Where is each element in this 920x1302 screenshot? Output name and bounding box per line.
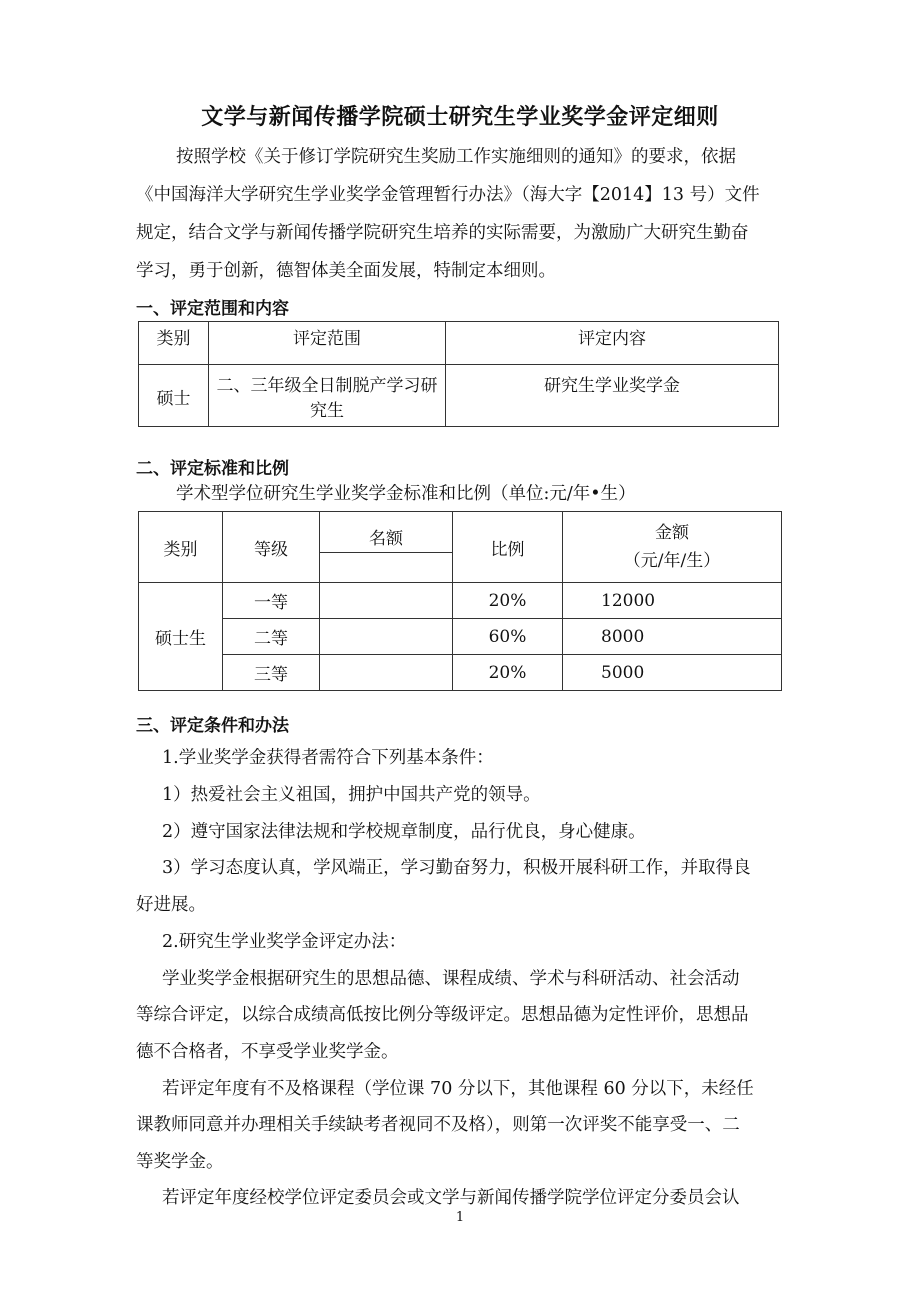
table-row	[139, 655, 782, 691]
table-caption: 学术型学位研究生学业奖学金标准和比例（单位:元/年•生）	[176, 484, 636, 504]
quota-cell	[320, 655, 453, 691]
intro-line: 按照学校《关于修订学院研究生奖励工作实施细则的通知》的要求，依据	[176, 147, 736, 167]
level-cell: 二等	[223, 619, 320, 655]
method-line: 课教师同意并办理相关手续缺考者视同不及格），则第一次评奖不能享受一、二	[136, 1115, 740, 1135]
condition-line: 2）遵守国家法律法规和学校规章制度，品行优良，身心健康。	[162, 822, 646, 842]
method-line: 等综合评定，以综合成绩高低按比例分等级评定。思想品德为定性评价，思想品	[136, 1005, 749, 1025]
header-cell: 类别	[139, 322, 209, 365]
table-cell: 二、三年级全日制脱产学习研究生	[209, 365, 446, 427]
level-cell: 一等	[223, 583, 320, 619]
method-line: 学业奖学金根据研究生的思想品德、课程成绩、学术与科研活动、社会活动	[162, 969, 740, 989]
amount-label: 金额	[655, 523, 689, 543]
header-cell: 比例	[453, 512, 563, 583]
intro-line: 学习，勇于创新，德智体美全面发展，特制定本细则。	[136, 261, 556, 281]
ratio-cell: 60%	[453, 619, 563, 655]
header-cell: 类别	[139, 512, 223, 583]
ratio-cell: 20%	[453, 655, 563, 691]
level-cell: 三等	[223, 655, 320, 691]
table-row	[139, 365, 779, 427]
intro-line: 《中国海洋大学研究生学业奖学金管理暂行办法》（海大字【2014】13 号）文件	[136, 185, 760, 205]
standard-table	[138, 511, 782, 691]
table-cell: 研究生学业奖学金	[446, 365, 779, 427]
amount-cell: 8000	[563, 619, 782, 655]
header-cell	[563, 512, 782, 583]
condition-line: 好进展。	[136, 895, 206, 915]
table-header-row	[139, 322, 779, 365]
quota-cell	[320, 583, 453, 619]
category-cell: 硕士生	[139, 583, 223, 691]
condition-line: 1）热爱社会主义祖国，拥护中国共产党的领导。	[162, 785, 541, 805]
ratio-cell: 20%	[453, 583, 563, 619]
header-cell: 等级	[223, 512, 320, 583]
method-line: 德不合格者，不享受学业奖学金。	[136, 1042, 399, 1062]
amount-cell: 5000	[563, 655, 782, 691]
table-cell: 硕士	[139, 365, 209, 427]
amount-cell: 12000	[563, 583, 782, 619]
header-cell: 名额	[320, 512, 453, 553]
page-number: 1	[455, 1210, 465, 1225]
quota-cell	[320, 619, 453, 655]
intro-line: 规定，结合文学与新闻传播学院研究生培养的实际需要，为激励广大研究生勤奋	[136, 223, 749, 243]
section-heading-2: 二、评定标准和比例	[136, 459, 289, 479]
section-heading-3: 三、评定条件和办法	[136, 716, 289, 736]
header-cell: 评定内容	[446, 322, 779, 365]
method-heading: 2.研究生学业奖学金评定办法：	[162, 932, 407, 952]
table-header-row	[139, 512, 782, 553]
amount-unit: （元/年/生）	[623, 551, 721, 571]
table-row	[139, 619, 782, 655]
table-row	[139, 583, 782, 619]
condition-line: 1.学业奖学金获得者需符合下列基本条件：	[162, 748, 494, 768]
method-line: 若评定年度有不及格课程（学位课 70 分以下，其他课程 60 分以下，未经任	[162, 1079, 754, 1099]
scope-table	[138, 321, 779, 427]
method-line: 等奖学金。	[136, 1152, 224, 1172]
section-heading-1: 一、评定范围和内容	[136, 299, 289, 319]
method-line: 若评定年度经校学位评定委员会或文学与新闻传播学院学位评定分委员会认	[162, 1188, 740, 1208]
document-title: 文学与新闻传播学院硕士研究生学业奖学金评定细则	[201, 105, 719, 130]
condition-line: 3）学习态度认真，学风端正，学习勤奋努力，积极开展科研工作，并取得良	[162, 858, 751, 878]
quota-subheader-cell	[320, 553, 453, 583]
header-cell: 评定范围	[209, 322, 446, 365]
